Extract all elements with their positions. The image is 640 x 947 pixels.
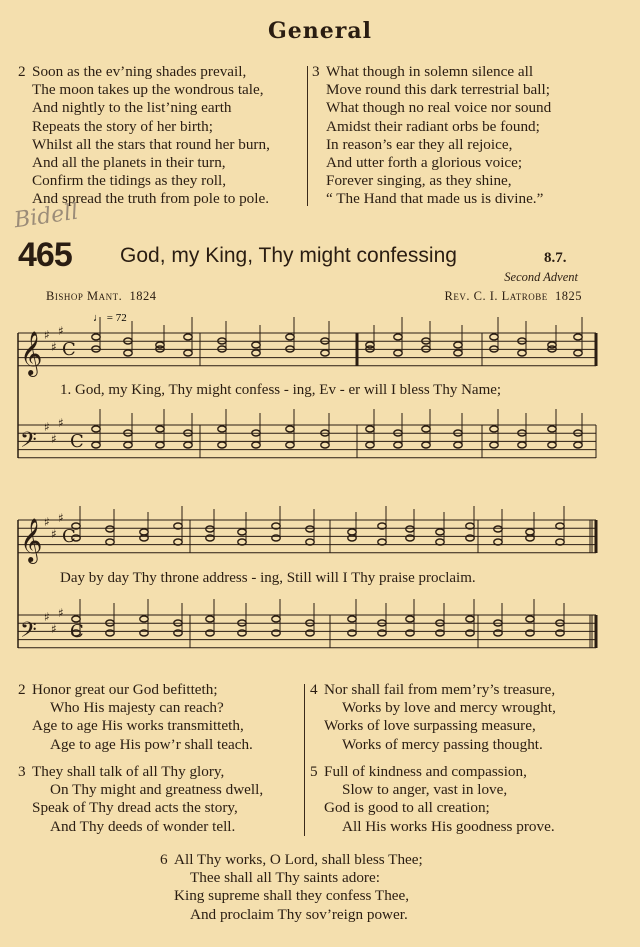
note-head (348, 616, 356, 622)
stanza-4 (310, 681, 556, 754)
note-head (518, 442, 526, 448)
note-head (526, 529, 534, 535)
note-head (494, 526, 502, 532)
stanza-line: Speak of Thy dread acts the story, (32, 799, 238, 817)
stanza-number: 3 (312, 63, 320, 80)
stanza-line: King supreme shall they confess Thee, (174, 887, 410, 905)
note-head (394, 350, 402, 356)
stanza-number: 4 (310, 681, 318, 698)
stanza-line: Who His majesty can reach? (50, 699, 224, 717)
note-head (156, 426, 164, 432)
tempo-marking: ♩ = 72 (93, 312, 127, 324)
stanza-line: Works of love surpassing measure, (324, 717, 536, 735)
hymn-occasion: Second Advent (504, 270, 578, 284)
sharp-icon: ♯ (44, 515, 50, 529)
note-head (436, 529, 444, 535)
clef-icon: 𝄢 (20, 428, 37, 458)
pencil-annotation: Bidell (12, 199, 80, 234)
note-head (422, 442, 430, 448)
note-head (406, 526, 414, 532)
author-year: 1824 (129, 289, 157, 303)
author-name: Bishop Mant. (46, 289, 123, 303)
note-head (454, 350, 462, 356)
note-head (466, 616, 474, 622)
note-head (140, 529, 148, 535)
note-head (140, 616, 148, 622)
note-head (238, 529, 246, 535)
hymn-number: 465 (18, 236, 72, 274)
stanza-line: And nightly to the list’ning earth (32, 99, 232, 117)
sharp-icon: ♯ (58, 606, 64, 620)
note-head (454, 442, 462, 448)
stanza-line: What though no real voice nor sound (326, 99, 552, 117)
note-head (184, 350, 192, 356)
stanza-number: 6 (160, 851, 168, 868)
note-head (252, 342, 260, 348)
stanza-line: Repeats the story of her birth; (32, 117, 213, 135)
stanza-number: 3 (18, 763, 26, 780)
note-head (92, 334, 100, 340)
note-head (321, 442, 329, 448)
stanza-line: Soon as the ev’ning shades prevail, (32, 63, 247, 80)
note-head (526, 616, 534, 622)
stanza-2 (18, 681, 253, 754)
note-head (218, 426, 226, 432)
stanza-line: The moon takes up the wondrous tale, (32, 81, 264, 99)
stanza-6 (160, 851, 423, 924)
note-head (272, 616, 280, 622)
note-head (286, 442, 294, 448)
note-head (574, 334, 582, 340)
note-head (321, 350, 329, 356)
stanza-number: 2 (18, 681, 26, 698)
sharp-icon: ♯ (44, 610, 50, 624)
clef-icon: 𝄞 (20, 518, 43, 562)
stanza-line: God is good to all creation; (324, 799, 490, 817)
note-head (206, 616, 214, 622)
note-head (124, 350, 132, 356)
note-head (574, 350, 582, 356)
stanza-line: On Thy might and greatness dwell, (50, 781, 264, 799)
note-head (184, 334, 192, 340)
note-head (286, 334, 294, 340)
note-head (394, 442, 402, 448)
note-head (218, 442, 226, 448)
stanza-line: Confirm the tidings as they roll, (32, 172, 227, 190)
tempo-value: 72 (115, 312, 127, 324)
sharp-icon: ♯ (51, 527, 57, 541)
stanza-line: And utter forth a glorious voice; (326, 154, 523, 172)
composer-name: Rev. C. I. Latrobe (444, 289, 548, 303)
time-signature-icon: C (62, 339, 76, 360)
note-head (252, 442, 260, 448)
note-head (518, 350, 526, 356)
stanza-line: What though in solemn silence all (326, 63, 534, 80)
stanza-line: Age to age His works transmitteth, (32, 717, 244, 735)
stanza-3 (18, 763, 263, 836)
note-head (306, 526, 314, 532)
sharp-icon: ♯ (58, 416, 64, 430)
note-head (490, 426, 498, 432)
stanza-line: Slow to anger, vast in love, (342, 781, 508, 799)
note-head (206, 526, 214, 532)
note-head (106, 526, 114, 532)
stanza-line: Nor shall fail from mem’ry’s treasure, (324, 681, 556, 698)
note-head (156, 442, 164, 448)
stanza-line: Whilst all the stars that round her burn, (32, 135, 270, 153)
time-signature-icon: C (70, 621, 84, 642)
stanza-line: Works by love and mercy wrought, (342, 699, 556, 717)
page-title: General (268, 18, 372, 44)
note-head (252, 350, 260, 356)
sharp-icon: ♯ (51, 340, 57, 354)
stanza-5 (310, 763, 555, 836)
note-head (124, 442, 132, 448)
sharp-icon: ♯ (58, 324, 64, 338)
note-head (490, 442, 498, 448)
stanza-line: Honor great our God befitteth; (32, 681, 218, 698)
stanza-line: Forever singing, as they shine, (326, 172, 512, 190)
time-signature-icon: C (62, 526, 76, 547)
note-head (548, 442, 556, 448)
stanza-line: Works of mercy passing thought. (342, 735, 543, 753)
note-head (574, 442, 582, 448)
clef-icon: 𝄢 (20, 618, 37, 648)
note-head (286, 426, 294, 432)
stanza-line: All His works His goodness prove. (342, 817, 555, 835)
stanza-line: All Thy works, O Lord, shall bless Thee; (174, 851, 423, 868)
hymn-meter: 8.7. (544, 250, 567, 266)
note-head (348, 529, 356, 535)
stanza-line: Age to age His pow’r shall teach. (50, 735, 253, 753)
note-head (422, 426, 430, 432)
note-head (394, 334, 402, 340)
note-head (92, 442, 100, 448)
lyric-line-2: Day by day Thy throne address - ing, Still will I Thy praise proclaim. (60, 570, 476, 586)
lyric-line-1: 1. God, my King, Thy might confess - ing, Ev - er will I bless Thy Name; (60, 382, 502, 398)
stanza-line: And spread the truth from pole to pole. (32, 190, 270, 208)
stanza-line: Thee shall all Thy saints adore: (190, 869, 380, 887)
note-head (366, 442, 374, 448)
stanza-line: In reason’s ear they all rejoice, (326, 135, 513, 153)
note-head (366, 426, 374, 432)
stanza-line: And Thy deeds of wonder tell. (50, 817, 236, 835)
stanza-number: 5 (310, 763, 318, 780)
stanza-number: 2 (18, 63, 26, 80)
time-signature-icon: C (70, 431, 84, 452)
hymn-title: God, my King, Thy might confessing (120, 244, 457, 267)
composer-year: 1825 (555, 289, 582, 303)
note-head (406, 616, 414, 622)
stanza-line: Move round this dark terrestrial ball; (326, 81, 550, 99)
staff-lines (18, 333, 596, 648)
column-divider (304, 684, 305, 836)
sharp-icon: ♯ (51, 432, 57, 446)
note-head (490, 334, 498, 340)
clef-icon: 𝄞 (20, 331, 43, 375)
note-head (184, 442, 192, 448)
note-head (548, 426, 556, 432)
stanza-line: They shall talk of all Thy glory, (32, 763, 225, 780)
note-head (92, 426, 100, 432)
sharp-icon: ♯ (58, 511, 64, 525)
stanza-line: Full of kindness and compassion, (324, 763, 527, 780)
stanza-line: Amidst their radiant orbs be found; (326, 117, 540, 135)
stanza-line: And proclaim Thy sov’reign power. (190, 905, 408, 923)
note-head (454, 342, 462, 348)
sharp-icon: ♯ (44, 420, 50, 434)
sharp-icon: ♯ (51, 622, 57, 636)
stanza-line: “ The Hand that made us is divine.” (326, 190, 544, 208)
stanza-line: And all the planets in their turn, (32, 154, 226, 172)
sharp-icon: ♯ (44, 328, 50, 342)
notes (20, 317, 582, 648)
